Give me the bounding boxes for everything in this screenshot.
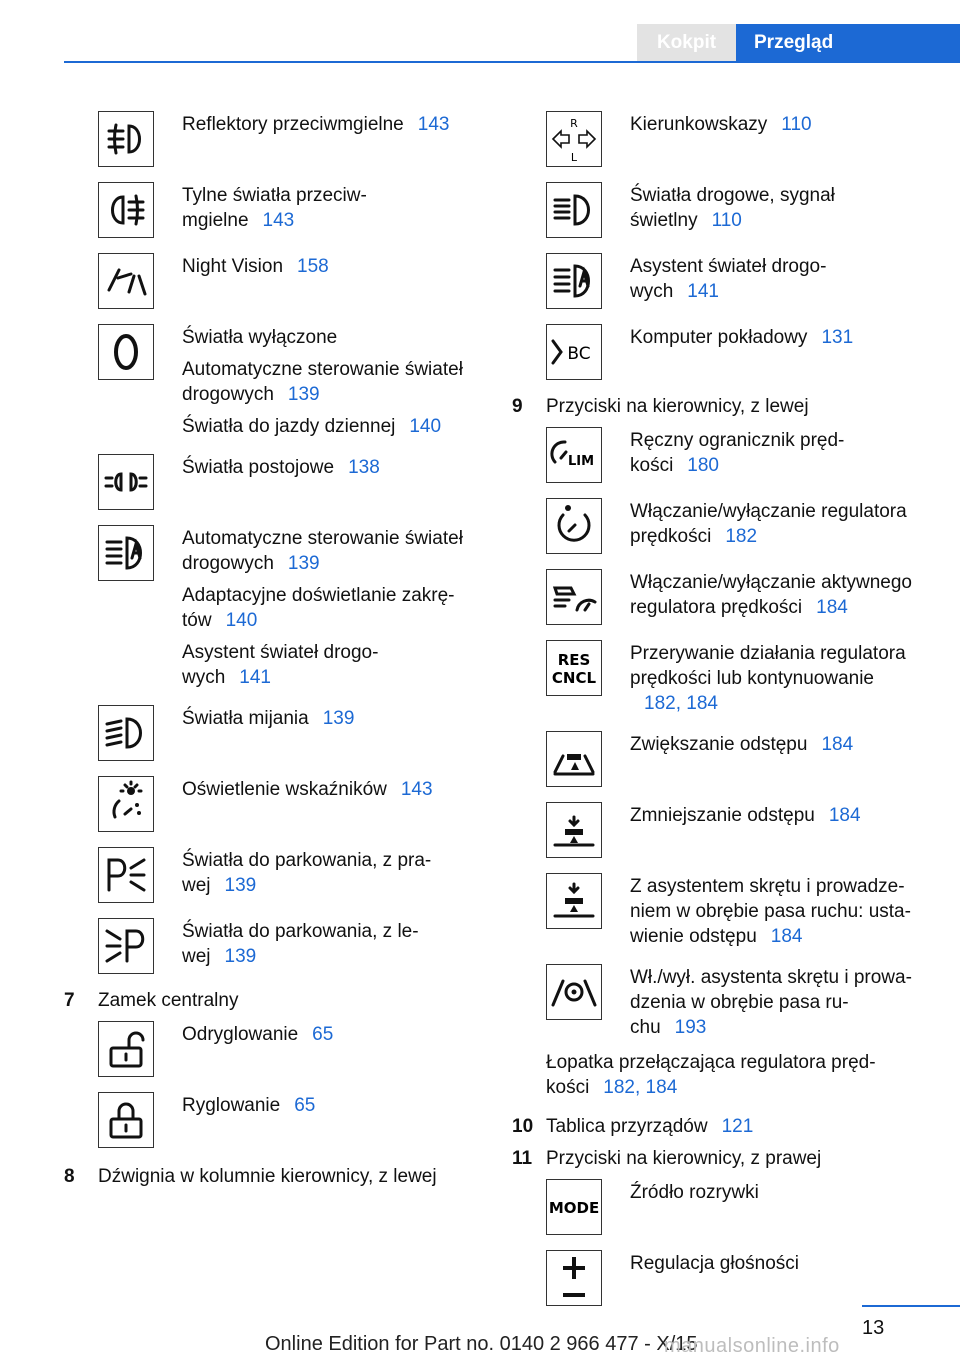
section-heading (64, 1164, 484, 1189)
entry-label: Światła do jazdy dziennej (182, 416, 396, 437)
page-ref[interactable]: 138 (348, 457, 380, 478)
speed-limiter-icon (546, 427, 602, 483)
entry-label: Komputer pokładowy (630, 327, 808, 348)
entry-label: Asystent świateł drogo- wych (630, 256, 827, 302)
legend-entry (64, 96, 484, 167)
page-ref[interactable]: 182, 184 (644, 693, 718, 714)
entry-line (630, 965, 932, 1040)
entry-line (182, 1022, 484, 1047)
entry-label: Włączanie/wyłączanie aktywnego regulatora prędkości (630, 572, 912, 618)
legend-entry (64, 903, 484, 974)
entry-text (602, 483, 932, 549)
entry-line (630, 1251, 932, 1276)
legend-entry (512, 625, 932, 716)
entry-line (182, 325, 484, 350)
entry-line (630, 641, 932, 716)
resume-cancel-icon (546, 640, 602, 696)
legend-entry (512, 309, 932, 380)
entry-label: Światła do parkowania, z le- wej (182, 921, 419, 967)
distance-decrease-icon (546, 802, 602, 858)
page-ref[interactable]: 182 (725, 526, 758, 547)
page-ref[interactable]: 140 (409, 416, 442, 437)
page-ref[interactable]: 140 (225, 610, 258, 631)
parking-light-left-icon (98, 918, 154, 974)
entry-label: Odryglowanie (182, 1024, 299, 1045)
entry-label: Przerywanie działania regulatora prędkości lub kontynuowanie (630, 643, 906, 689)
unlock-icon (98, 1021, 154, 1077)
page-ref[interactable]: 139 (224, 875, 257, 896)
page-ref[interactable]: 139 (322, 708, 355, 729)
entry-text (602, 238, 932, 304)
page-ref[interactable]: 141 (687, 281, 719, 302)
parking-lights-icon (98, 454, 154, 510)
entry-label: Ryglowanie (182, 1095, 281, 1116)
entry-line (182, 640, 484, 690)
entry-text (602, 787, 932, 828)
legend-entry (64, 690, 484, 761)
legend-entry (512, 858, 932, 949)
entry-label: Automatyczne sterowanie świateł drogowych (182, 359, 463, 405)
entry-text (602, 858, 932, 949)
legend-entry (512, 167, 932, 238)
entry-label: Światła postojowe (182, 457, 335, 478)
section-number: 8 (64, 1166, 75, 1187)
page-ref[interactable]: 182, 184 (603, 1077, 678, 1098)
entry-text (602, 1171, 932, 1205)
legend-entry (512, 483, 932, 554)
entry-line (630, 254, 932, 304)
header-rule (64, 61, 960, 63)
tab-kokpit[interactable]: Kokpit (637, 24, 736, 62)
entry-text (602, 309, 932, 350)
volume-icon (546, 1250, 602, 1306)
distance-increase-icon (546, 731, 602, 787)
entry-label: Zwiększanie odstępu (630, 734, 808, 755)
entry-line (182, 254, 484, 279)
entry-text (602, 949, 932, 1040)
page-ref[interactable]: 121 (721, 1116, 754, 1137)
section-heading (512, 394, 932, 419)
entry-label: Tylne światła przeciw- mgielne (182, 185, 367, 231)
entry-line (182, 183, 484, 233)
entry-text (154, 832, 484, 898)
svg-text:MODE: MODE (549, 1199, 599, 1217)
page-ref[interactable]: 139 (287, 553, 320, 574)
entry-text (154, 1013, 484, 1047)
entry-label: Reflektory przeciwmgielne (182, 114, 404, 135)
page-ref[interactable]: 180 (687, 455, 719, 476)
legend-entry (512, 419, 932, 483)
section-note (512, 1050, 932, 1100)
legend-entry (512, 1171, 932, 1235)
legend-entry (512, 787, 932, 858)
legend-entry (512, 554, 932, 625)
entry-label: Źródło rozrywki (630, 1182, 759, 1203)
entry-label: Zmniejszanie odstępu (630, 805, 815, 826)
entry-label: Światła mijania (182, 708, 309, 729)
page-ref[interactable]: 139 (287, 384, 320, 405)
section-number: 7 (64, 990, 75, 1011)
entry-text (602, 716, 932, 757)
section-title: Przyciski na kierownicy, z lewej (546, 396, 809, 417)
mode-icon (546, 1179, 602, 1235)
svg-text:RES: RES (557, 651, 591, 669)
entry-line (630, 1180, 932, 1205)
steering-assist-icon (546, 964, 602, 1020)
onboard-computer-icon (546, 324, 602, 380)
entry-label: Wł./wył. asystenta skrętu i prowa- dzenia w obrębie pasa ru- chu (630, 967, 912, 1038)
page-ref[interactable]: 143 (262, 210, 295, 231)
section-title: Dźwignia w kolumnie kierownicy, z lewej (98, 1166, 437, 1187)
entry-line (182, 414, 484, 439)
note-label: Łopatka przełączająca regulatora pręd- kości (546, 1052, 876, 1098)
lock-icon (98, 1092, 154, 1148)
entry-text (154, 96, 484, 137)
entry-line (630, 499, 932, 549)
page-ref[interactable]: 184 (828, 805, 861, 826)
entry-line (630, 428, 932, 478)
entry-text (602, 167, 932, 233)
section-title: Zamek centralny (98, 990, 239, 1011)
section-number: 11 (512, 1148, 533, 1169)
turn-signal-icon (546, 111, 602, 167)
lane-assist-distance-icon (546, 873, 602, 929)
entry-label: Oświetlenie wskaźników (182, 779, 387, 800)
section-heading (64, 988, 484, 1013)
entry-text (154, 167, 484, 233)
svg-text:R: R (570, 117, 578, 130)
svg-text:LIM: LIM (567, 454, 595, 469)
legend-entry (512, 238, 932, 309)
entry-label: Z asystentem skrętu i prowadze- niem w obrębie pasa ruchu: usta- wienie odstępu (630, 876, 911, 947)
entry-line (182, 112, 484, 137)
active-cruise-control-icon (546, 569, 602, 625)
night-vision-icon (98, 253, 154, 309)
legend-entry (64, 832, 484, 903)
entry-text (154, 761, 484, 802)
edition-text: Online Edition for Part no. 0140 2 966 477 - X/15 (265, 1333, 698, 1355)
tab-przeglad[interactable]: Przegląd (736, 24, 960, 62)
instrument-lighting-icon (98, 776, 154, 832)
parking-light-right-icon (98, 847, 154, 903)
entry-line (630, 874, 932, 949)
entry-text (154, 690, 484, 731)
section-title: Tablica przyrządów (546, 1116, 708, 1137)
entry-line (630, 183, 932, 233)
entry-line (182, 706, 484, 731)
entry-label: Światła wyłączone (182, 327, 338, 348)
entry-label: Światła drogowe, sygnał świetlny (630, 185, 835, 231)
entry-text (154, 238, 484, 279)
page-ref[interactable]: 139 (224, 946, 257, 967)
entry-label: Automatyczne sterowanie świateł drogowych (182, 528, 463, 574)
entry-text (602, 554, 932, 620)
header-tabs (637, 24, 960, 62)
entry-line (182, 1093, 484, 1118)
cruise-control-icon (546, 498, 602, 554)
entry-line (182, 583, 484, 633)
fog-light-rear-icon (98, 182, 154, 238)
svg-text:CNCL: CNCL (551, 669, 597, 687)
low-beam-icon (98, 705, 154, 761)
legend-entry (512, 96, 932, 167)
entry-label: Night Vision (182, 256, 284, 277)
high-beam-assist-icon (546, 253, 602, 309)
entry-label: Włączanie/wyłączanie regulatora prędkości (630, 501, 907, 547)
left-column (64, 96, 484, 1189)
legend-entry (64, 238, 484, 309)
page-ref[interactable]: 131 (821, 327, 854, 348)
page-ref[interactable]: 110 (781, 114, 812, 135)
entry-line (182, 455, 484, 480)
entry-text (154, 510, 484, 690)
entry-text (154, 1077, 484, 1118)
svg-text:BC: BC (567, 344, 591, 364)
entry-label: Regulacja głośności (630, 1253, 799, 1274)
legend-entry (64, 167, 484, 238)
auto-headlight-icon (98, 525, 154, 581)
legend-entry (64, 761, 484, 832)
legend-entry (64, 1077, 484, 1148)
entry-text (154, 309, 484, 439)
legend-entry (512, 716, 932, 787)
legend-entry (64, 510, 484, 690)
entry-line (182, 919, 484, 969)
page-ref[interactable]: 184 (770, 926, 803, 947)
page-ref[interactable]: 184 (816, 597, 848, 618)
legend-entry (64, 1013, 484, 1077)
fog-light-front-icon (98, 111, 154, 167)
watermark: manualsonline.info (664, 1335, 840, 1357)
lights-off-icon (98, 324, 154, 380)
section-number: 10 (512, 1116, 534, 1137)
page-ref[interactable]: 143 (417, 114, 450, 135)
section-title: Przyciski na kierownicy, z prawej (546, 1148, 822, 1169)
page-ref[interactable]: 158 (297, 256, 329, 277)
page-ref[interactable]: 184 (821, 734, 854, 755)
page-number: 13 (862, 1317, 885, 1339)
entry-text (602, 625, 932, 716)
page-ref[interactable]: 65 (312, 1024, 334, 1045)
legend-entry (512, 949, 932, 1040)
entry-line (182, 777, 484, 802)
entry-line (630, 112, 932, 137)
footer-rule (862, 1305, 960, 1307)
right-column (512, 96, 932, 1306)
entry-text (602, 419, 932, 478)
entry-line (630, 325, 932, 350)
legend-entry (512, 1235, 932, 1306)
entry-text (602, 1235, 932, 1276)
entry-line (182, 848, 484, 898)
high-beam-icon (546, 182, 602, 238)
page-ref[interactable]: 193 (674, 1017, 707, 1038)
entry-line (630, 803, 932, 828)
entry-label: Ręczny ogranicznik pręd- kości (630, 430, 845, 476)
section-heading (512, 1114, 932, 1139)
svg-text:L: L (570, 151, 578, 164)
legend-entry (64, 439, 484, 510)
entry-line (630, 732, 932, 757)
entry-label: Adaptacyjne doświetlanie zakrę- tów (182, 585, 455, 631)
page-ref[interactable]: 65 (294, 1095, 316, 1116)
entry-label: Kierunkowskazy (630, 114, 768, 135)
entry-label: Światła do parkowania, z pra- wej (182, 850, 432, 896)
entry-line (182, 526, 484, 576)
entry-line (630, 570, 932, 620)
entry-text (154, 903, 484, 969)
section-number: 9 (512, 396, 523, 417)
entry-label: Asystent świateł drogo- wych (182, 642, 379, 688)
page-ref[interactable]: 143 (400, 779, 433, 800)
section-heading (512, 1146, 932, 1171)
page-ref[interactable]: 141 (239, 667, 271, 688)
entry-line (182, 357, 484, 407)
entry-text (154, 439, 484, 480)
entry-text (602, 96, 932, 137)
legend-entry (64, 309, 484, 439)
page-ref[interactable]: 110 (711, 210, 742, 231)
